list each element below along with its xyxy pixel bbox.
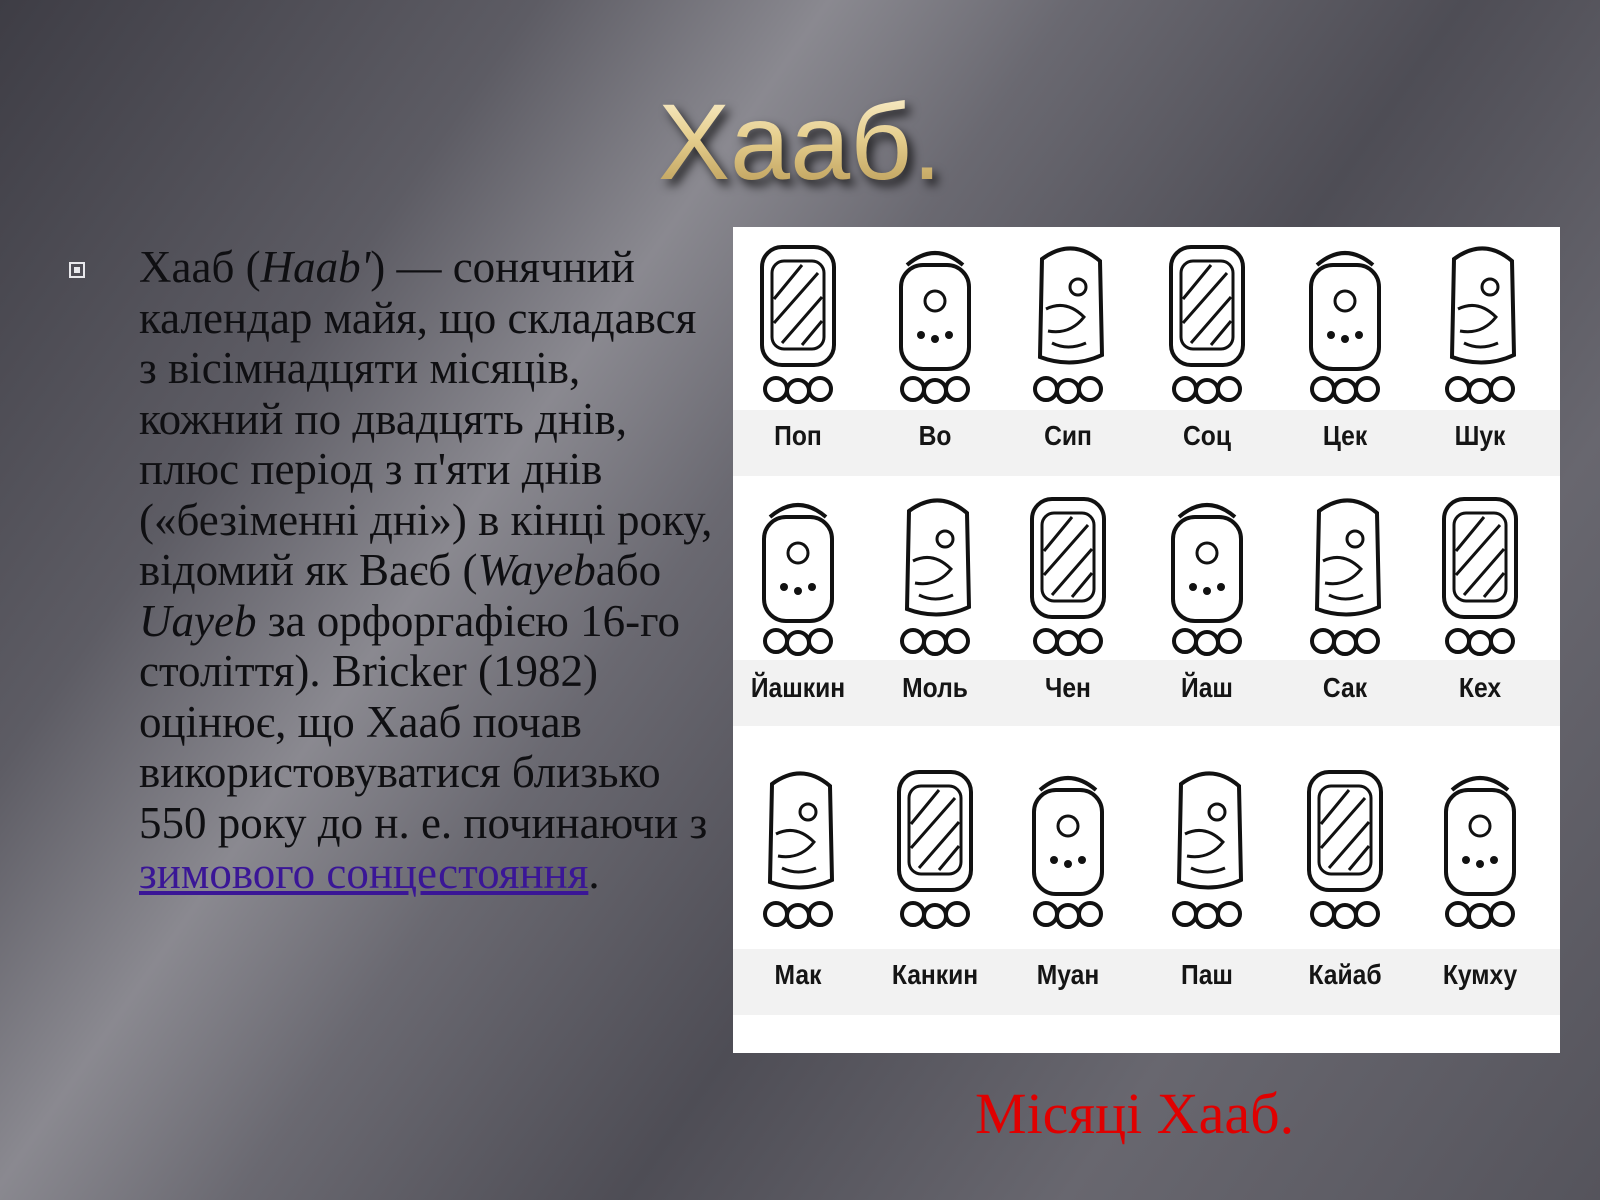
month-label: Паш — [1181, 959, 1233, 990]
body-text-3: або — [595, 545, 662, 595]
slide-title: Хааб. — [0, 88, 1600, 196]
wo-glyph-icon — [889, 239, 981, 407]
month-label: Соц — [1182, 420, 1231, 451]
chen-glyph-icon — [1022, 491, 1114, 659]
month-label: Йашкин — [750, 672, 846, 703]
sek-glyph-icon — [1299, 239, 1391, 407]
month-label: Кайаб — [1308, 959, 1382, 990]
sip-glyph-icon — [1022, 239, 1114, 407]
body-text-2: ) — сонячний календар майя, що складався з вісімнадцяти місяців, кожний по двадцять днів, плюс період з п'яти днів («безіменні дні») в кінці року, відомий як Ваєб ( — [139, 242, 713, 595]
sak-glyph-icon — [1299, 491, 1391, 659]
bullet-icon — [69, 262, 85, 278]
body-text-1: Хааб ( — [139, 242, 261, 292]
mol-glyph-icon — [889, 491, 981, 659]
month-label: Йаш — [1181, 672, 1233, 703]
body-text-4: за орфоргафією 16-го століття). Bricker (1982) оцінює, що Хааб почав використовуватися близько 550 року до н. е. починаючи з — [139, 595, 708, 848]
mak-glyph-icon — [752, 764, 844, 932]
month-label: Мак — [774, 959, 822, 990]
keh-glyph-icon — [1434, 491, 1526, 659]
xul-glyph-icon — [1434, 239, 1526, 407]
month-label: Моль — [902, 672, 968, 703]
yaxkin-glyph-icon — [752, 491, 844, 659]
kayab-glyph-icon — [1299, 764, 1391, 932]
winter-solstice-link[interactable]: зимового сонцестояння — [139, 848, 589, 898]
month-label: Сип — [1044, 420, 1092, 451]
body-text-5: . — [588, 848, 600, 898]
month-label: Кех — [1458, 672, 1502, 703]
pax-glyph-icon — [1161, 764, 1253, 932]
month-label: Во — [918, 420, 952, 451]
muwan-glyph-icon — [1022, 764, 1114, 932]
body-paragraph — [139, 242, 714, 899]
month-label: Цек — [1322, 420, 1368, 451]
yax-glyph-icon — [1161, 491, 1253, 659]
figure-caption: Місяці Хааб. — [975, 1081, 1295, 1146]
month-label: Шук — [1454, 420, 1506, 451]
pop-glyph-icon — [752, 239, 844, 407]
uayeb-term: Uayeb — [139, 595, 257, 646]
month-label: Чен — [1045, 672, 1091, 703]
kankin-glyph-icon — [889, 764, 981, 932]
kumku-glyph-icon — [1434, 764, 1526, 932]
sotz-glyph-icon — [1161, 239, 1253, 407]
wayeb-term: Wayeb — [477, 545, 596, 595]
haab-term: Haab' — [260, 242, 371, 292]
month-label: Кумху — [1442, 959, 1518, 990]
month-label: Сак — [1322, 672, 1368, 703]
haab-months-figure — [733, 227, 1560, 1053]
month-label: Канкин — [891, 959, 979, 990]
month-label: Муан — [1036, 959, 1100, 990]
month-label: Поп — [774, 420, 822, 451]
